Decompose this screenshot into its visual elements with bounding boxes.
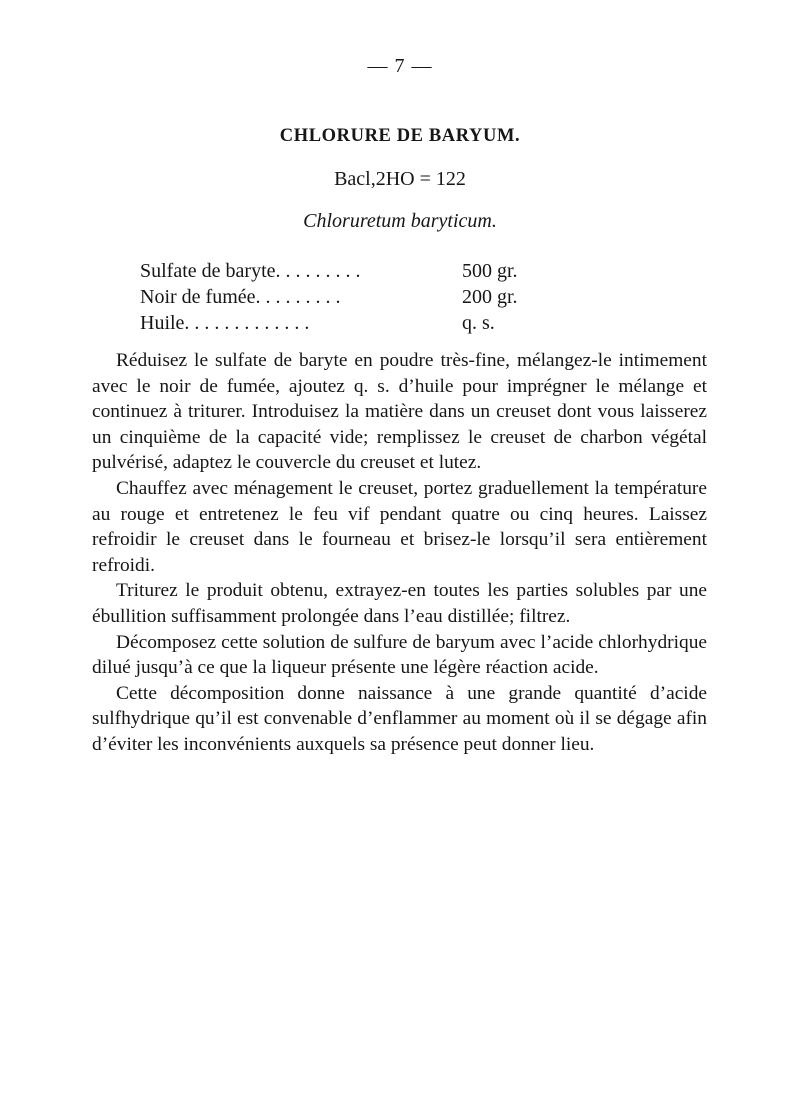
recipe-row [140,310,540,336]
page-number: — 7 — [367,55,433,77]
paragraph: Triturez le produit obtenu, extrayez-en toutes les parties solubles par une ébullition suffisamment prolongée dans l’eau distillée; filtrez. [92,580,707,627]
section-title: CHLORURE DE BARYUM. [279,126,521,146]
body-text [92,348,707,758]
paragraph: Chauffez avec ménagement le creuset, portez graduellement la température au rouge et entretenez le feu vif pendant quatre ou cinq heures. Laissez refroidir le creuset dans le fourneau et brisez-le lorsqu’il sera entièrement refroidi. [92,477,707,576]
recipe-table [140,258,540,336]
latin-name: Chloruretum baryticum. [303,210,497,232]
recipe-quantity: 200 gr. [462,286,518,308]
paragraph: Réduisez le sulfate de baryte en poudre très-fine, mélangez-le intimement avec le noir de fumée, ajoutez q. s. d’huile pour imprégner le mélange et continuez à triturer. Introduisez la matière dans un creuset dont vous laisserez un cinquième de la capacité vide; remplissez le creuset de charbon végétal pulvérisé, adaptez le couvercle du creuset et lutez. [92,350,707,474]
chemical-formula: Bacl,2HO = 122 [334,168,466,190]
recipe-ingredient: Sulfate de baryte. . . . . . . . . [140,260,361,282]
recipe-quantity: 500 gr. [462,260,518,282]
recipe-ingredient: Huile. . . . . . . . . . . . . [140,312,310,334]
recipe-row [140,284,540,310]
paragraph: Cette décomposition donne naissance à une grande quantité d’acide sulfhydrique qu’il est convenable d’enflammer au moment où il se dégage afin d’éviter les inconvénients auxquels sa présence peut donner lieu. [92,682,707,755]
paragraph: Décomposez cette solution de sulfure de baryum avec l’acide chlorhydrique dilué jusqu’à ce que la liqueur présente une légère réaction acide. [92,631,707,679]
recipe-ingredient: Noir de fumée. . . . . . . . . [140,286,341,308]
recipe-row [140,258,540,284]
recipe-quantity: q. s. [462,312,495,334]
